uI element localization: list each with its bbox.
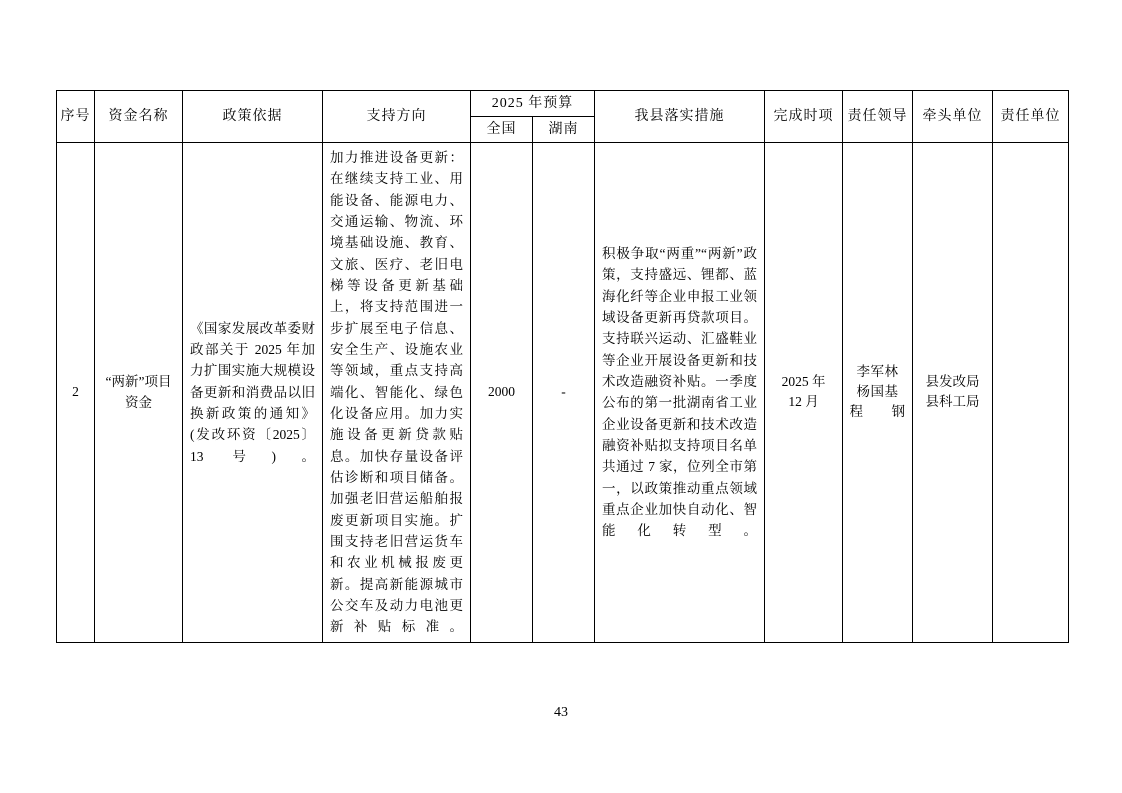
header-policy-basis	[183, 91, 323, 143]
cell-leader-line1: 李军林	[856, 363, 899, 379]
header-fund-name	[95, 91, 183, 143]
table-row	[57, 143, 1069, 643]
header-support-direction	[323, 91, 471, 143]
header-budget-hunan-label: 湖南	[548, 122, 579, 137]
header-responsible-unit	[993, 91, 1069, 143]
header-budget-group	[471, 91, 595, 117]
header-responsible-unit-label: 责任单位	[1000, 109, 1061, 124]
header-budget-group-label: 2025 年预算	[491, 96, 574, 111]
cell-responsible-unit	[993, 143, 1069, 643]
header-fund-name-label: 资金名称	[108, 109, 169, 124]
policy-table	[56, 90, 1069, 643]
cell-budget-hunan	[533, 143, 595, 643]
cell-budget-hunan-value: -	[561, 384, 566, 400]
cell-budget-national	[471, 143, 533, 643]
policy-table-container	[56, 90, 1068, 643]
header-budget-hunan	[533, 117, 595, 143]
header-policy-basis-label: 政策依据	[222, 109, 283, 124]
cell-budget-national-value: 2000	[488, 384, 515, 400]
cell-seq-value: 2	[72, 384, 79, 400]
cell-completion-time	[765, 143, 843, 643]
table-header-row	[57, 91, 1069, 117]
cell-policy-basis	[183, 143, 323, 643]
cell-fund-name	[95, 143, 183, 643]
header-responsible-leader-label: 责任领导	[847, 109, 908, 124]
cell-county-measures	[595, 143, 765, 643]
header-completion-time	[765, 91, 843, 143]
page-number: 43	[554, 705, 568, 720]
cell-leader-line2: 杨国基	[856, 384, 899, 400]
header-county-measures-label: 我县落实措施	[634, 109, 725, 124]
cell-support-direction-value: 加力推进设备更新：在继续支持工业、用能设备、能源电力、交通运输、物流、环境基础设施、教育、文旅、医疗、老旧电梯等设备更新基础上，将支持范围进一步扩展至电子信息、安全生产、设施农业等领域，重点支持高端化、智能化、绿色化设备应用。加力实施设备更新贷款贴息。加快存量设备评估诊断和项目储备。加强老旧营运船舶报废更新项目实施。扩围支持老旧营运货车和农业机械报废更新。提高新能源城市公交车及动力电池更新补贴标准。	[330, 150, 463, 635]
header-seq	[57, 91, 95, 143]
cell-policy-basis-value: 《国家发展改革委财政部关于 2025 年加力扩围实施大规模设备更新和消费品以旧换新政策的通知》(发改环资〔2025〕13 号)。	[190, 320, 315, 464]
cell-fund-name-value: “两新”项目资金	[105, 373, 172, 411]
cell-completion-time-line2: 12 月	[788, 394, 819, 410]
cell-lead-unit-line2: 县科工局	[925, 394, 980, 410]
header-responsible-leader	[843, 91, 913, 143]
header-lead-unit	[913, 91, 993, 143]
header-county-measures	[595, 91, 765, 143]
cell-responsible-leader	[843, 143, 913, 643]
header-support-direction-label: 支持方向	[366, 109, 427, 124]
cell-county-measures-value: 积极争取“两重”“两新”政策，支持盛远、锂都、蓝海化纤等企业申报工业领域设备更新再贷款项目。支持联兴运动、汇盛鞋业等企业开展设备更新和技术改造融资补贴。一季度公布的第一批湖南省工业企业设备更新和技术改造融资补贴拟支持项目名单共通过 7 家，位列全市第一，以政策推动重点领域重点企业加快自动化、智能化转型。	[602, 245, 757, 539]
cell-support-direction	[323, 143, 471, 643]
cell-seq	[57, 143, 95, 643]
cell-completion-time-line1: 2025 年	[781, 374, 826, 390]
header-budget-national-label: 全国	[486, 122, 517, 137]
header-budget-national	[471, 117, 533, 143]
cell-lead-unit-line1: 县发改局	[925, 374, 980, 390]
cell-lead-unit	[913, 143, 993, 643]
header-lead-unit-label: 牵头单位	[922, 109, 983, 124]
header-completion-time-label: 完成时项	[773, 109, 834, 124]
cell-leader-line3: 程 钢	[849, 404, 906, 420]
header-seq-label: 序号	[60, 109, 91, 124]
